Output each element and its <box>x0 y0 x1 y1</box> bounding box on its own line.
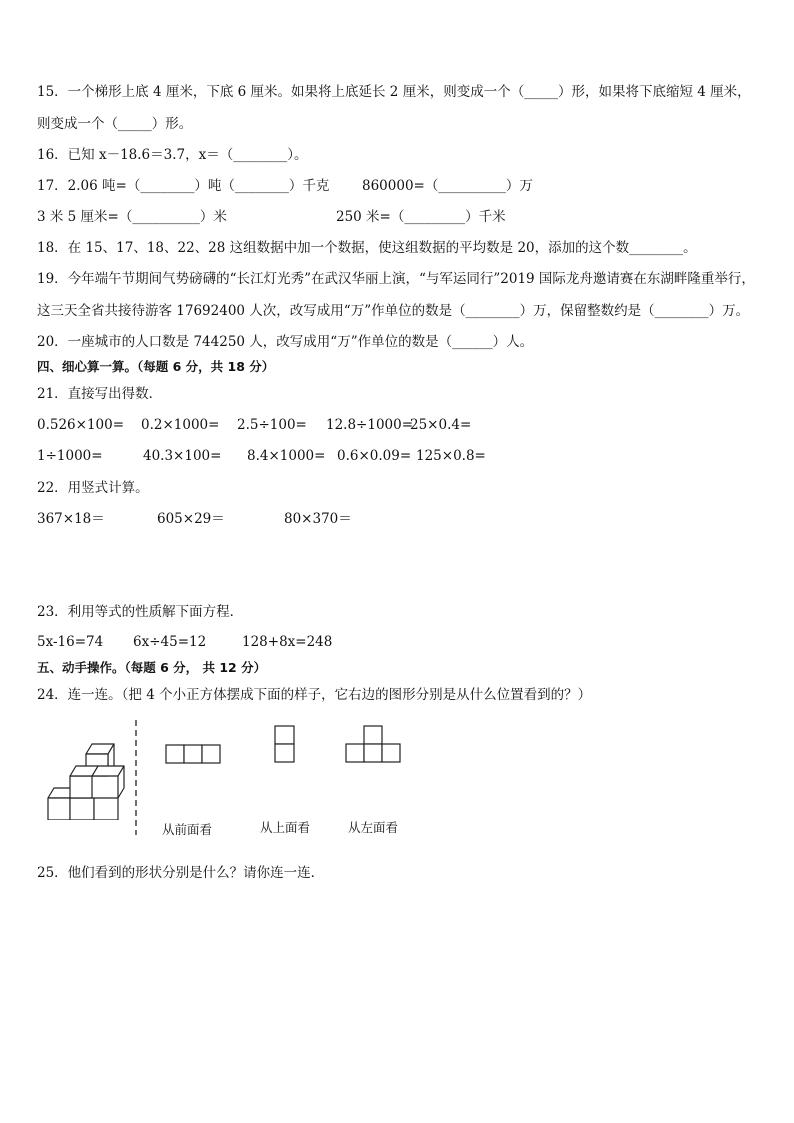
q19-line1: 19．今年端午节期间气势磅礴的“长江灯光秀”在武汉华丽上演，“与军运同行”2019 国际龙舟邀请赛在东湖畔隆重举行， <box>37 271 755 287</box>
cube-arrangement-figure <box>44 740 134 820</box>
q15-line2: 则变成一个（_____）形。 <box>37 116 193 132</box>
section-4-heading: 四、细心算一算。（每题 6 分，共 18 分） <box>37 359 275 374</box>
q21-r1-c4: 12.8÷1000= <box>326 417 414 433</box>
q21-r1-c1: 0.526×100= <box>37 417 125 433</box>
view-shape-two-stacked[interactable] <box>274 725 296 765</box>
q23-item-1: 5x-16=74 <box>37 634 104 650</box>
q20: 20．一座城市的人口数是 744250 人，改写成用“万”作单位的数是（______）人。 <box>37 334 534 350</box>
q21-r2-c2: 40.3×100= <box>143 448 222 464</box>
q23-title: 23．利用等式的性质解下面方程． <box>37 604 244 620</box>
q23-item-3: 128+8x=248 <box>242 634 333 650</box>
label-top-view[interactable]: 从上面看 <box>260 820 311 835</box>
view-shape-three-row[interactable] <box>165 744 223 764</box>
q19-line2: 这三天全省共接待游客 17692400 人次，改写成用“万”作单位的数是（________）万，保留整数约是（________）万。 <box>37 303 750 319</box>
q23-item-2: 6x÷45=12 <box>133 634 207 650</box>
q18: 18．在 15、17、18、22、28 这组数据中加一个数据，使这组数据的平均数是 20，添加的这个数________。 <box>37 240 697 256</box>
view-shape-t-shape[interactable] <box>345 725 403 765</box>
section-5-heading: 五、动手操作。（每题 6 分， 共 12 分） <box>37 660 267 675</box>
q22-item-3: 80×370＝ <box>284 511 352 527</box>
q21-r2-c3: 8.4×1000= <box>247 448 326 464</box>
label-front-view[interactable]: 从前面看 <box>162 822 213 837</box>
q22-item-1: 367×18＝ <box>37 511 105 527</box>
q16: 16．已知 x－18.6＝3.7，x＝（________）。 <box>37 147 308 163</box>
q21-r2-c5: 125×0.8= <box>416 448 486 464</box>
q21-r2-c4: 0.6×0.09= <box>337 448 412 464</box>
q17-c: 3 米 5 厘米=（__________）米 <box>37 209 227 225</box>
q21-r1-c2: 0.2×1000= <box>141 417 220 433</box>
q21-title: 21．直接写出得数． <box>37 386 163 402</box>
label-left-view[interactable]: 从左面看 <box>348 820 399 835</box>
q21-r1-c3: 2.5÷100= <box>237 417 307 433</box>
q17-b: 860000=（__________）万 <box>362 178 533 194</box>
q22-title: 22．用竖式计算。 <box>37 480 149 496</box>
q17-a: 17．2.06 吨=（________）吨（________）千克 <box>37 178 330 194</box>
q15-line1: 15．一个梯形上底 4 厘米，下底 6 厘米。如果将上底延长 2 厘米，则变成一个（_____）形，如果将下底缩短 4 厘米， <box>37 84 751 100</box>
q17-d: 250 米=（_________）千米 <box>336 209 506 225</box>
dashed-divider <box>134 720 138 835</box>
q25: 25．他们看到的形状分别是什么？请你连一连． <box>37 865 325 881</box>
q22-item-2: 605×29＝ <box>157 511 225 527</box>
q21-r1-c5: 25×0.4= <box>410 417 472 433</box>
q24-title: 24．连一连。（把 4 个小正方体摆成下面的样子，它右边的图形分别是从什么位置看到的？） <box>37 687 592 703</box>
q21-r2-c1: 1÷1000= <box>37 448 103 464</box>
